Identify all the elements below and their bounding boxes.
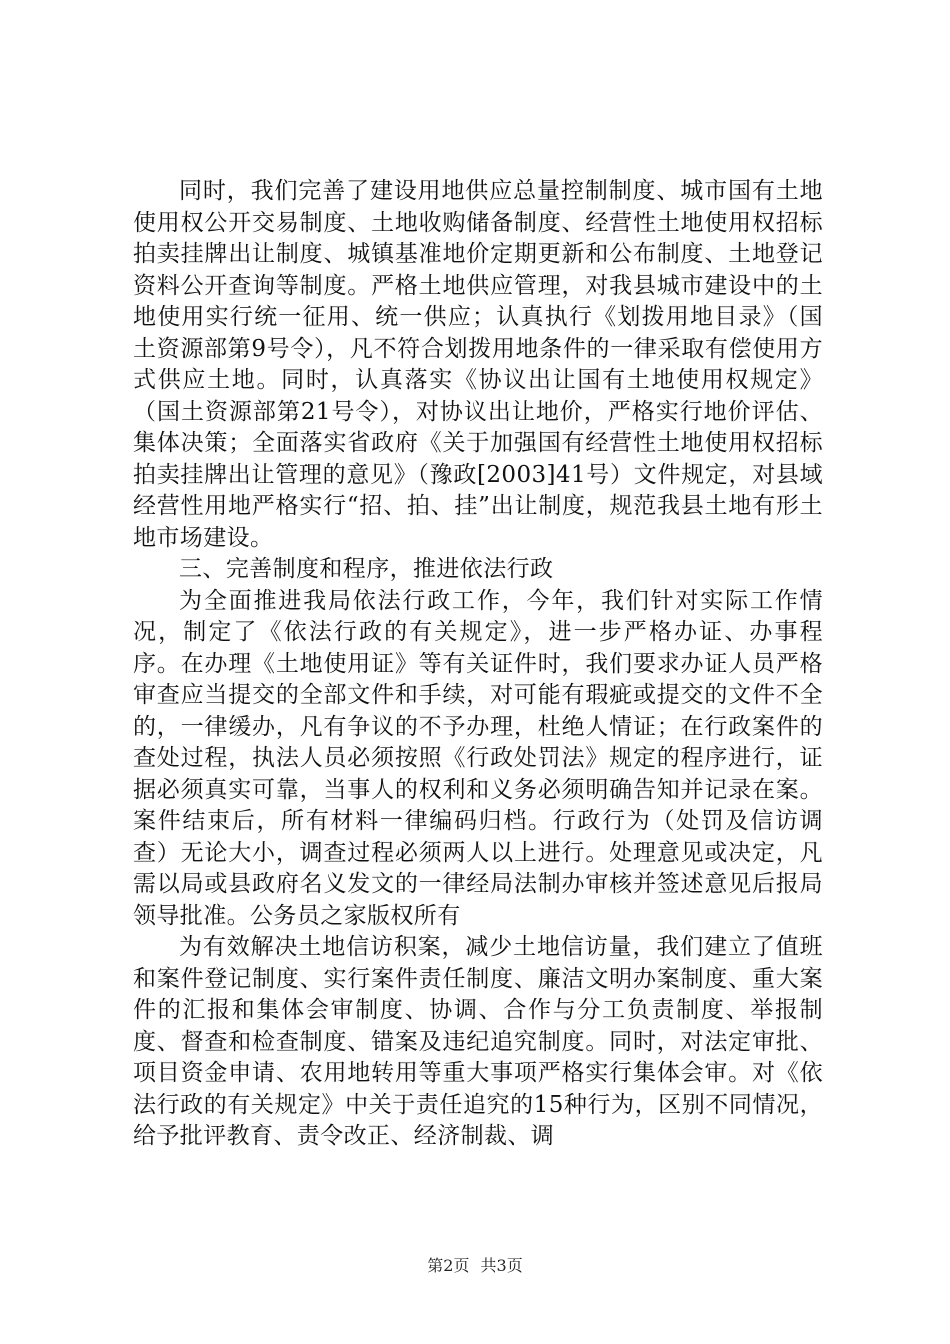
page-total: 共3页	[480, 1256, 523, 1275]
paragraph-administration: 为全面推进我局依法行政工作，今年，我们针对实际工作情况，制定了《依法行政的有关规定》，进一步严格办证、办事程序。在办理《土地使用证》等有关证件时，我们要求办证人员严格审查应当提交的全部文件和手续，对可能有瑕疵或提交的文件不全的，一律缓办，凡有争议的不予办理，杜绝人情证；在行政案件的查处过程，执法人员必须按照《行政处罚法》规定的程序进行，证据必须真实可靠，当事人的权利和义务必须明确告知并记录在案。案件结束后，所有材料一律编码归档。行政行为（处罚及信访调查）无论大小，调查过程必须两人以上进行。处理意见或决定，凡需以局或县政府名义发文的一律经局法制办审核并签述意见后报局领导批准。公务员之家版权所有	[133, 587, 823, 929]
page-number: 第2页	[427, 1256, 470, 1275]
section-heading: 三、完善制度和程序，推进依法行政	[179, 556, 554, 582]
page-footer	[0, 1253, 950, 1276]
paragraph-land-supply: 同时，我们完善了建设用地供应总量控制制度、城市国有土地使用权公开交易制度、土地收购储备制度、经营性土地使用权招标拍卖挂牌出让制度、城镇基准地价定期更新和公布制度、土地登记资料公开查询等制度。严格土地供应管理，对我县城市建设中的土地使用实行统一征用、统一供应；认真执行《划拨用地目录》（国土资源部第9号令），凡不符合划拨用地条件的一律采取有偿使用方式供应土地。同时，认真落实《协议出让国有土地使用权规定》（国土资源部第21号令），对协议出让地价，严格实行地价评估、集体决策；全面落实省政府《关于加强国有经营性土地使用权招标拍卖挂牌出让管理的意见》（豫政[2003]41号）文件规定，对县域经营性用地严格实行“招、拍、挂”出让制度，规范我县土地有形土地市场建设。	[133, 178, 823, 551]
paragraph-petitions: 为有效解决土地信访积案，减少土地信访量，我们建立了值班和案件登记制度、实行案件责任制度、廉洁文明办案制度、重大案件的汇报和集体会审制度、协调、合作与分工负责制度、举报制度、督查和检查制度、错案及违纪追究制度。同时，对法定审批、项目资金申请、农用地转用等重大事项严格实行集体会审。对《依法行政的有关规定》中关于责任追究的15种行为，区别不同情况，给予批评教育、责令改正、经济制裁、调	[133, 934, 823, 1149]
document-body	[133, 176, 823, 1153]
